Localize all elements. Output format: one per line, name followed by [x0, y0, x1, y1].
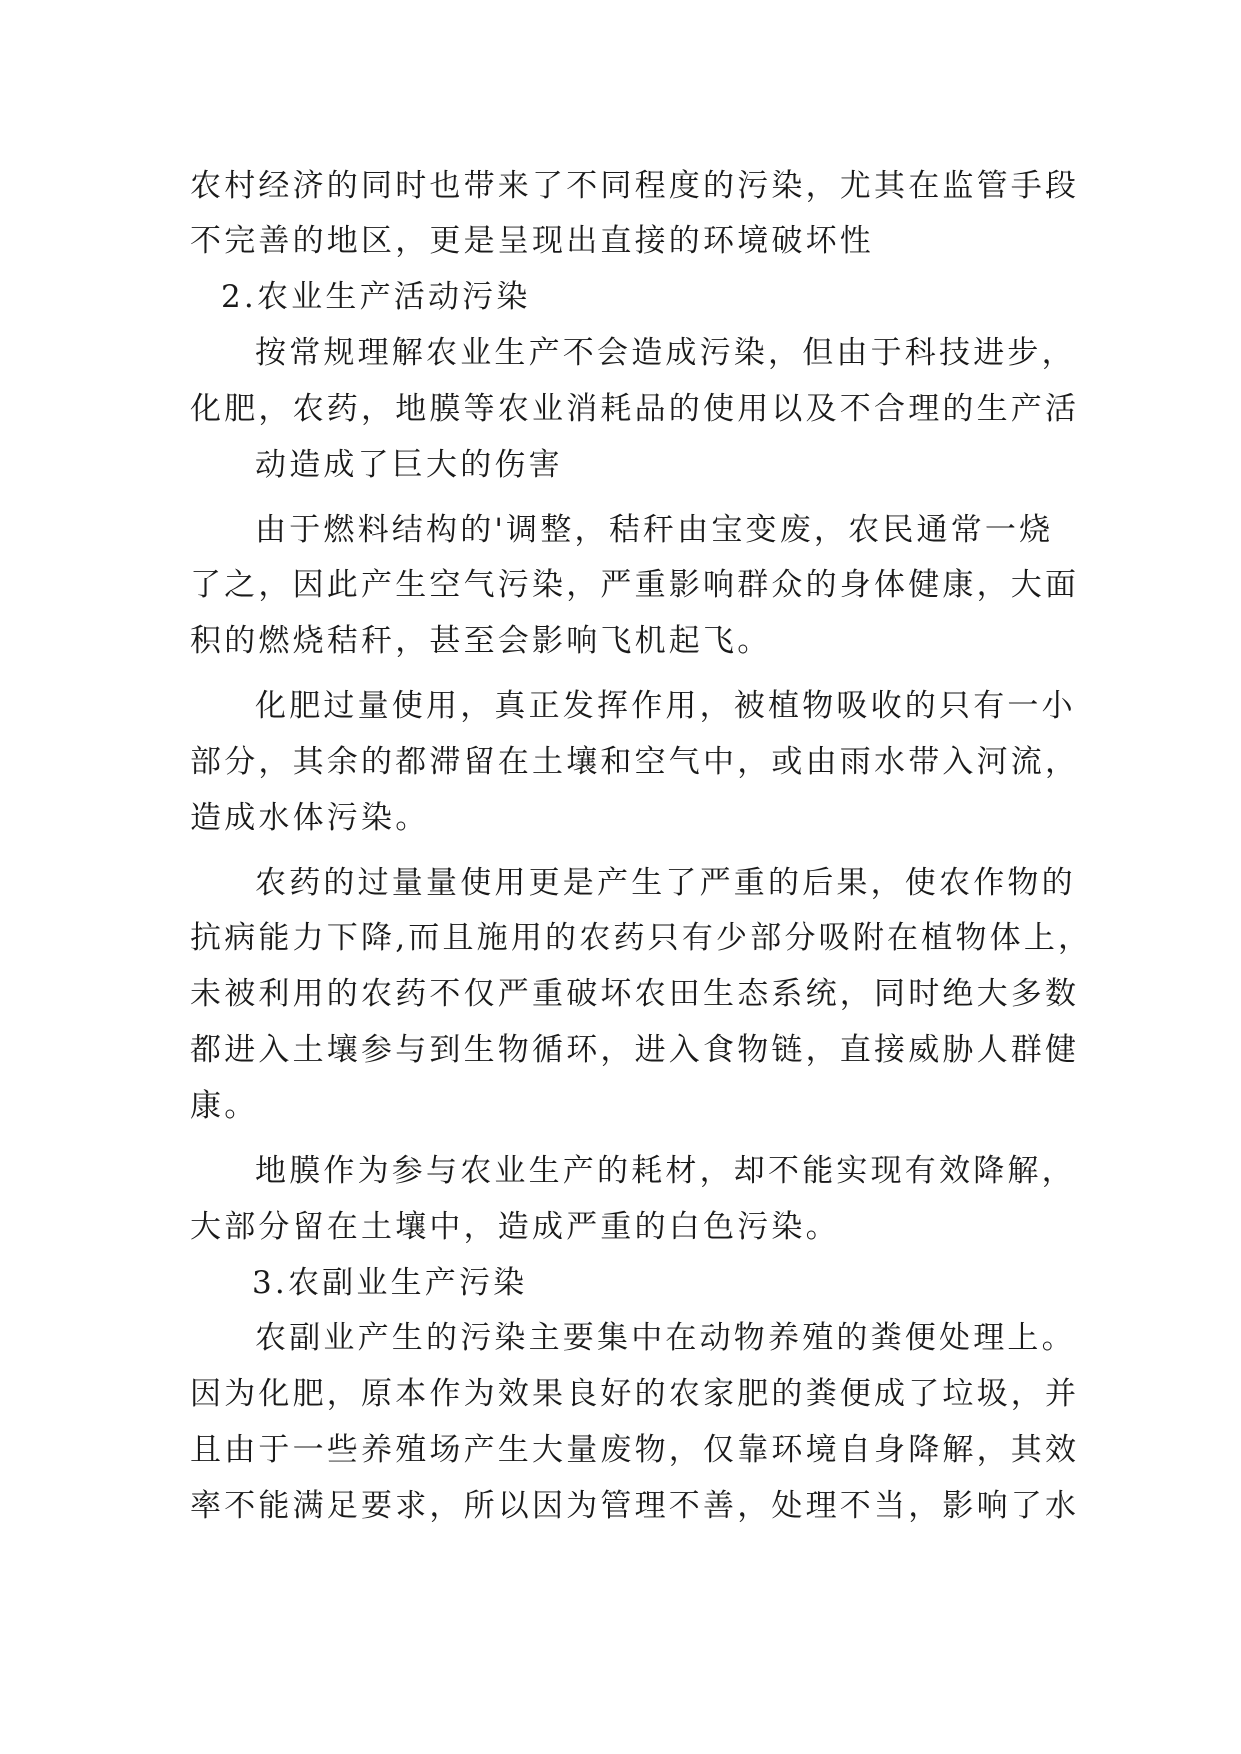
text-line: 农药的过量量使用更是产生了严重的后果，使农作物的 — [255, 865, 1076, 901]
text-line: 了之，因此产生空气污染，严重影响群众的身体健康，大面 — [190, 567, 1080, 603]
text-line: 率不能满足要求，所以因为管理不善，处理不当，影响了水 — [190, 1488, 1080, 1524]
text-line: 抗病能力下降,而且施用的农药只有少部分吸附在植物体上， — [190, 920, 1093, 956]
text-line: 不完善的地区，更是呈现出直接的环境破坏性 — [190, 223, 874, 259]
text-line: 按常规理解农业生产不会造成污染，但由于科技进步， — [255, 335, 1076, 371]
text-line: 都进入土壤参与到生物循环，进入食物链，直接威胁人群健 — [190, 1032, 1080, 1068]
section-heading: 3.农副业生产污染 — [252, 1265, 528, 1301]
text-line: 未被利用的农药不仅严重破坏农田生态系统，同时绝大多数 — [190, 976, 1080, 1012]
text-line: 大部分留在土壤中，造成严重的白色污染。 — [190, 1209, 840, 1245]
text-line: 农村经济的同时也带来了不同程度的污染，尤其在监管手段 — [190, 168, 1080, 204]
text-line: 化肥，农药，地膜等农业消耗品的使用以及不合理的生产活 — [190, 391, 1080, 427]
text-line: 由于燃料结构的'调整，秸秆由宝变废，农民通常一烧 — [255, 512, 1054, 548]
text-line: 康。 — [190, 1088, 259, 1124]
text-line: 造成水体污染。 — [190, 800, 430, 836]
text-line: 农副业产生的污染主要集中在动物养殖的粪便处理上。 — [255, 1320, 1076, 1356]
text-line: 动造成了巨大的伤害 — [255, 447, 563, 483]
text-line: 部分，其余的都滞留在土壤和空气中，或由雨水带入河流， — [190, 744, 1080, 780]
text-line: 积的燃烧秸秆，甚至会影响飞机起飞。 — [190, 623, 772, 659]
text-line: 化肥过量使用，真正发挥作用，被植物吸收的只有一小 — [255, 688, 1076, 724]
text-line: 且由于一些养殖场产生大量废物，仅靠环境自身降解，其效 — [190, 1432, 1080, 1468]
section-heading: 2.农业生产活动污染 — [221, 279, 531, 315]
text-line: 因为化肥，原本作为效果良好的农家肥的粪便成了垃圾，并 — [190, 1376, 1080, 1412]
text-line: 地膜作为参与农业生产的耗材，却不能实现有效降解， — [255, 1153, 1076, 1189]
